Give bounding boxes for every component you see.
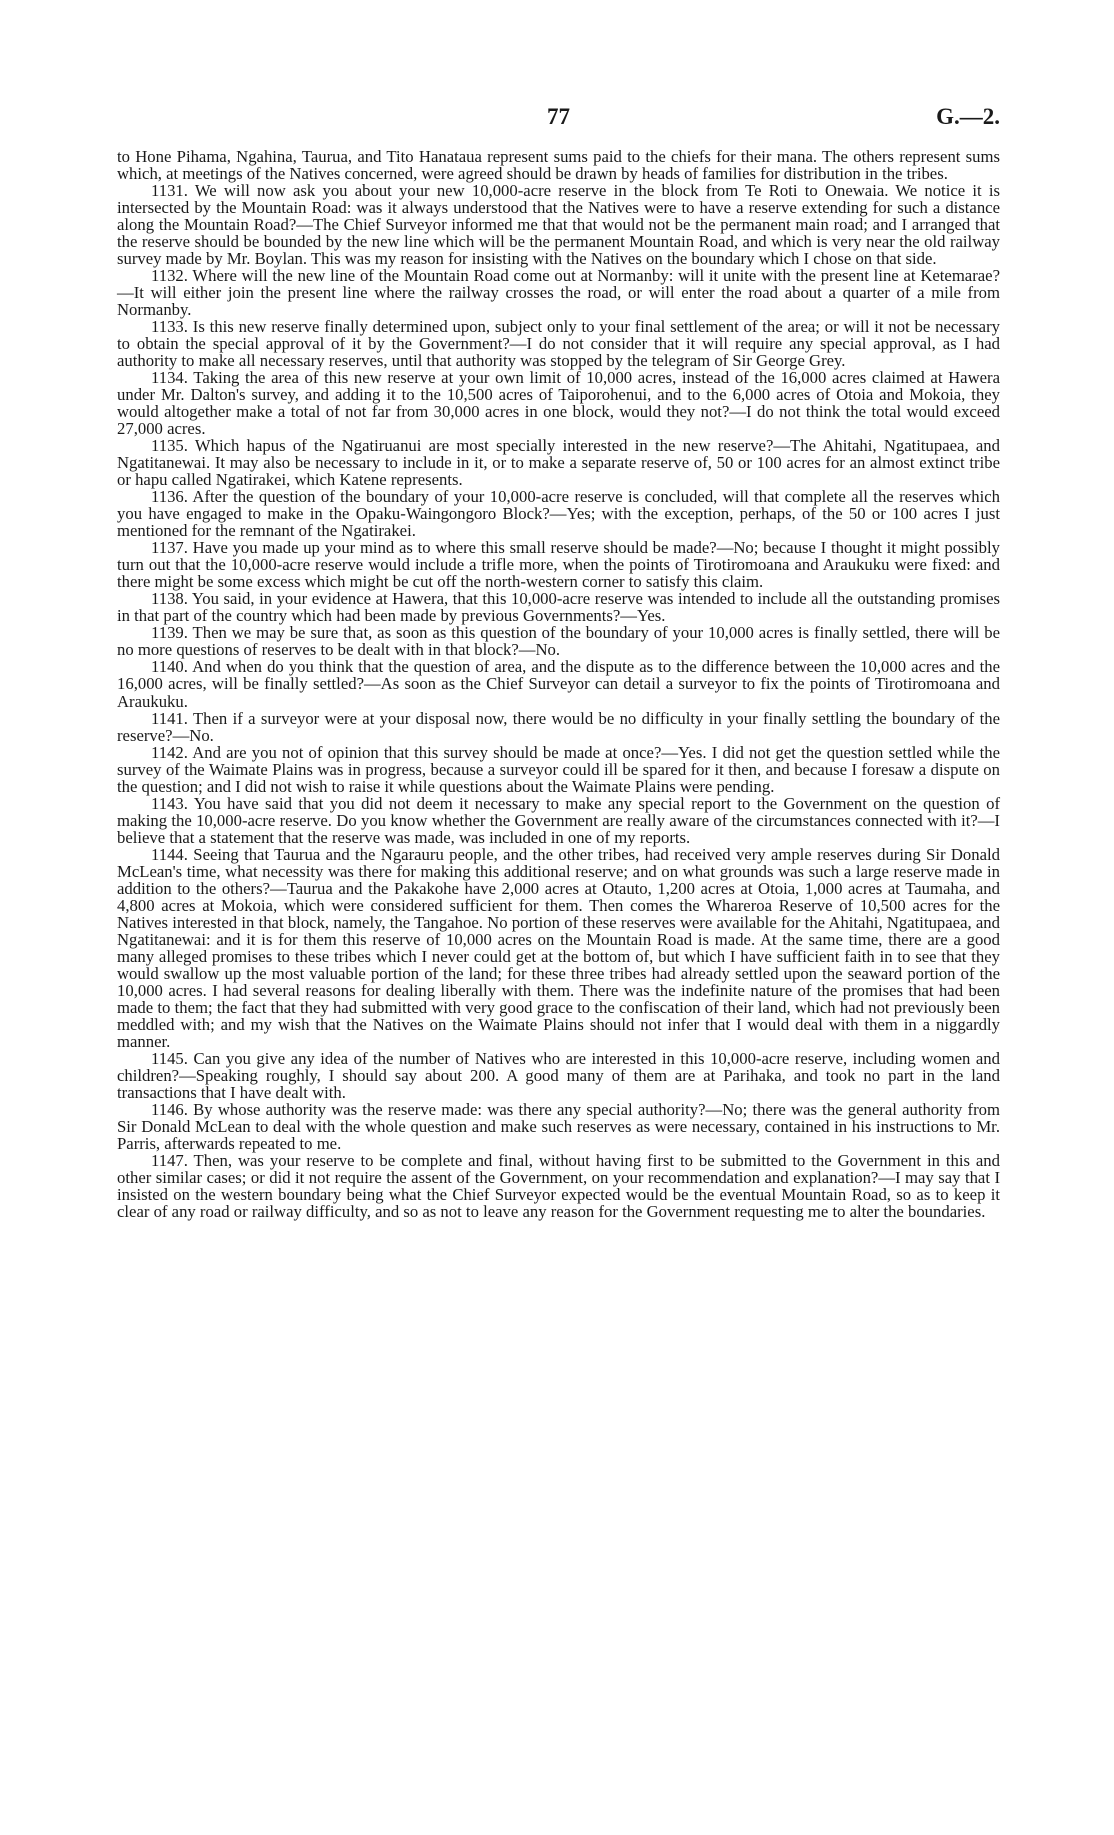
paragraph-1144: 1144. Seeing that Taurua and the Ngarauru people, and the other tribes, had received very ample reserves during Sir Donald McLean's time, what necessity was there for making this additional reserve; and on what grounds was such a large reserve made in addition to the others?—Taurua and the Pakakohe have 2,000 acres at Otauto, 1,200 acres at Otoia, 1,000 acres at Taumaha, and 4,800 acres at Mokoia, which were considered sufficient for them. Then comes the Whareroa Reserve of 10,500 acres for the Natives interested in that block, namely, the Tangahoe. No portion of these reserves were available for the Ahitahi, Ngatitupaea, and Ngatitanewai: and it is for them this reserve of 10,000 acres on the Mountain Road is made. At the same time, there are a good many alleged promises to these tribes which I never could get at the bottom of, but which I have sufficient faith in to see that they would swallow up the most valuable portion of the land; for these three tribes had already settled upon the seaward portion of the 10,000 acres. I had several reasons for dealing liberally with them. There was the indefinite nature of the promises that had been made to them; the fact that they had submitted with very good grace to the confiscation of their land, which had not previously been meddled with; and my wish that the Natives on the Waimate Plains should not infer that I would deal with them in a niggardly manner. — [117, 844, 1000, 1051]
paragraph-1145: 1145. Can you give any idea of the number of Natives who are interested in this 10,000-acre reserve, including women and children?—Speaking roughly, I should say about 200. A good many of them are at Parihaka, and took no part in the land transactions that I have dealt with. — [117, 1048, 1000, 1102]
paragraph-continued: to Hone Pihama, Ngahina, Taurua, and Tito Hanataua represent sums paid to the chiefs for their mana. The others represent sums which, at meetings of the Natives concerned, were agreed should be drawn by heads of families for distribution in the tribes. — [117, 147, 1000, 184]
paragraph-1147: 1147. Then, was your reserve to be complete and final, without having first to be submitted to the Government in this and other similar cases; or did it not require the assent of the Government, on your recommendation and explanation?—I may say that I insisted on the western boundary being what the Chief Surveyor expected would be the eventual Mountain Road, so as to keep it clear of any road or railway difficulty, and so as not to leave any reason for the Government requesting me to alter the boundaries. — [117, 1150, 1000, 1221]
paragraph-1142: 1142. And are you not of opinion that this survey should be made at once?—Yes. I did not get the question settled while the survey of the Waimate Plains was in progress, because a surveyor could ill be spared for it then, and because I foresaw a dispute on the question; and I did not wish to raise it while questions about the Waimate Plains were pending. — [117, 742, 1000, 796]
paragraph-1134: 1134. Taking the area of this new reserve at your own limit of 10,000 acres, instead of the 16,000 acres claimed at Hawera under Mr. Dalton's survey, and adding it to the 10,500 acres of Taiporohenui, and to the 6,000 acres of Otoia and Mokoia, they would altogether make a total of not far from 30,000 acres in one block, would they not?—I do not think the total would exceed 27,000 acres. — [117, 368, 1000, 439]
paragraph-1136: 1136. After the question of the boundary of your 10,000-acre reserve is concluded, will that complete all the reserves which you have engaged to make in the Opaku-Waingongoro Block?—Yes; with the exception, perhaps, of the 50 or 100 acres I just mentioned for the remnant of the Ngatirakei. — [117, 487, 1000, 541]
paragraph-1146: 1146. By whose authority was the reserve made: was there any special authority?—No; there was the general authority from Sir Donald McLean to deal with the whole question and make such reserves as were necessary, contained in his instructions to Mr. Parris, afterwards repeated to me. — [117, 1099, 1000, 1153]
paragraph-1141: 1141. Then if a surveyor were at your disposal now, there would be no difficulty in your finally settling the boundary of the reserve?—No. — [117, 708, 1000, 745]
paragraph-1135: 1135. Which hapus of the Ngatiruanui are most specially interested in the new reserve?—The Ahitahi, Ngatitupaea, and Ngatitanewai. It may also be necessary to include in it, or to make a separate reserve of, 50 or 100 acres for an almost extinct tribe or hapu called Ngatirakei, which Katene represents. — [117, 436, 1000, 490]
paragraph-1140: 1140. And when do you think that the question of area, and the dispute as to the difference between the 10,000 acres and the 16,000 acres, will be finally settled?—As soon as the Chief Surveyor can detail a surveyor to fix the points of Tirotiromoana and Araukuku. — [117, 657, 1000, 711]
paragraph-1137: 1137. Have you made up your mind as to where this small reserve should be made?—No; because I thought it might possibly turn out that the 10,000-acre reserve would include a trifle more, when the points of Tirotiromoana and Araukuku were fixed: and there might be some excess which might be cut off the north-western corner to satisfy this claim. — [117, 538, 1000, 592]
document-reference: G.—2. — [936, 104, 1000, 129]
page-number: 77 — [547, 104, 570, 129]
paragraph-1138: 1138. You said, in your evidence at Hawera, that this 10,000-acre reserve was intended to include all the outstanding promises in that part of the country which had been made by previous Governments?—Yes. — [117, 589, 1000, 626]
page-header — [117, 104, 1000, 148]
paragraph-1131: 1131. We will now ask you about your new 10,000-acre reserve in the block from Te Roti to Onewaia. We notice it is intersected by the Mountain Road: was it always understood that the Natives were to have a reserve extending for such a distance along the Mountain Road?—The Chief Surveyor informed me that that would not be the permanent main road; and I arranged that the reserve should be bounded by the new line which will be the permanent Mountain Road, and which is very near the old railway survey made by Mr. Boylan. This was my reason for insisting with the Natives on the boundary which I chose on that side. — [117, 181, 1000, 269]
paragraph-1143: 1143. You have said that you did not deem it necessary to make any special report to the Government on the question of making the 10,000-acre reserve. Do you know whether the Government are really aware of the circumstances connected with it?—I believe that a statement that the reserve was made, was included in one of my reports. — [117, 793, 1000, 847]
paragraph-1132: 1132. Where will the new line of the Mountain Road come out at Normanby: will it unite with the present line at Ketemarae?—It will either join the present line where the railway crosses the road, or will enter the road about a quarter of a mile from Normanby. — [117, 266, 1000, 320]
paragraph-1133: 1133. Is this new reserve finally determined upon, subject only to your final settlement of the area; or will it not be necessary to obtain the special approval of it by the Government?—I do not consider that it will require any special approval, as I had authority to make all necessary reserves, until that authority was stopped by the telegram of Sir George Grey. — [117, 317, 1000, 371]
paragraph-1139: 1139. Then we may be sure that, as soon as this question of the boundary of your 10,000 acres is finally settled, there will be no more questions of reserves to be dealt with in that block?—No. — [117, 623, 1000, 660]
body-text — [117, 148, 1000, 1220]
